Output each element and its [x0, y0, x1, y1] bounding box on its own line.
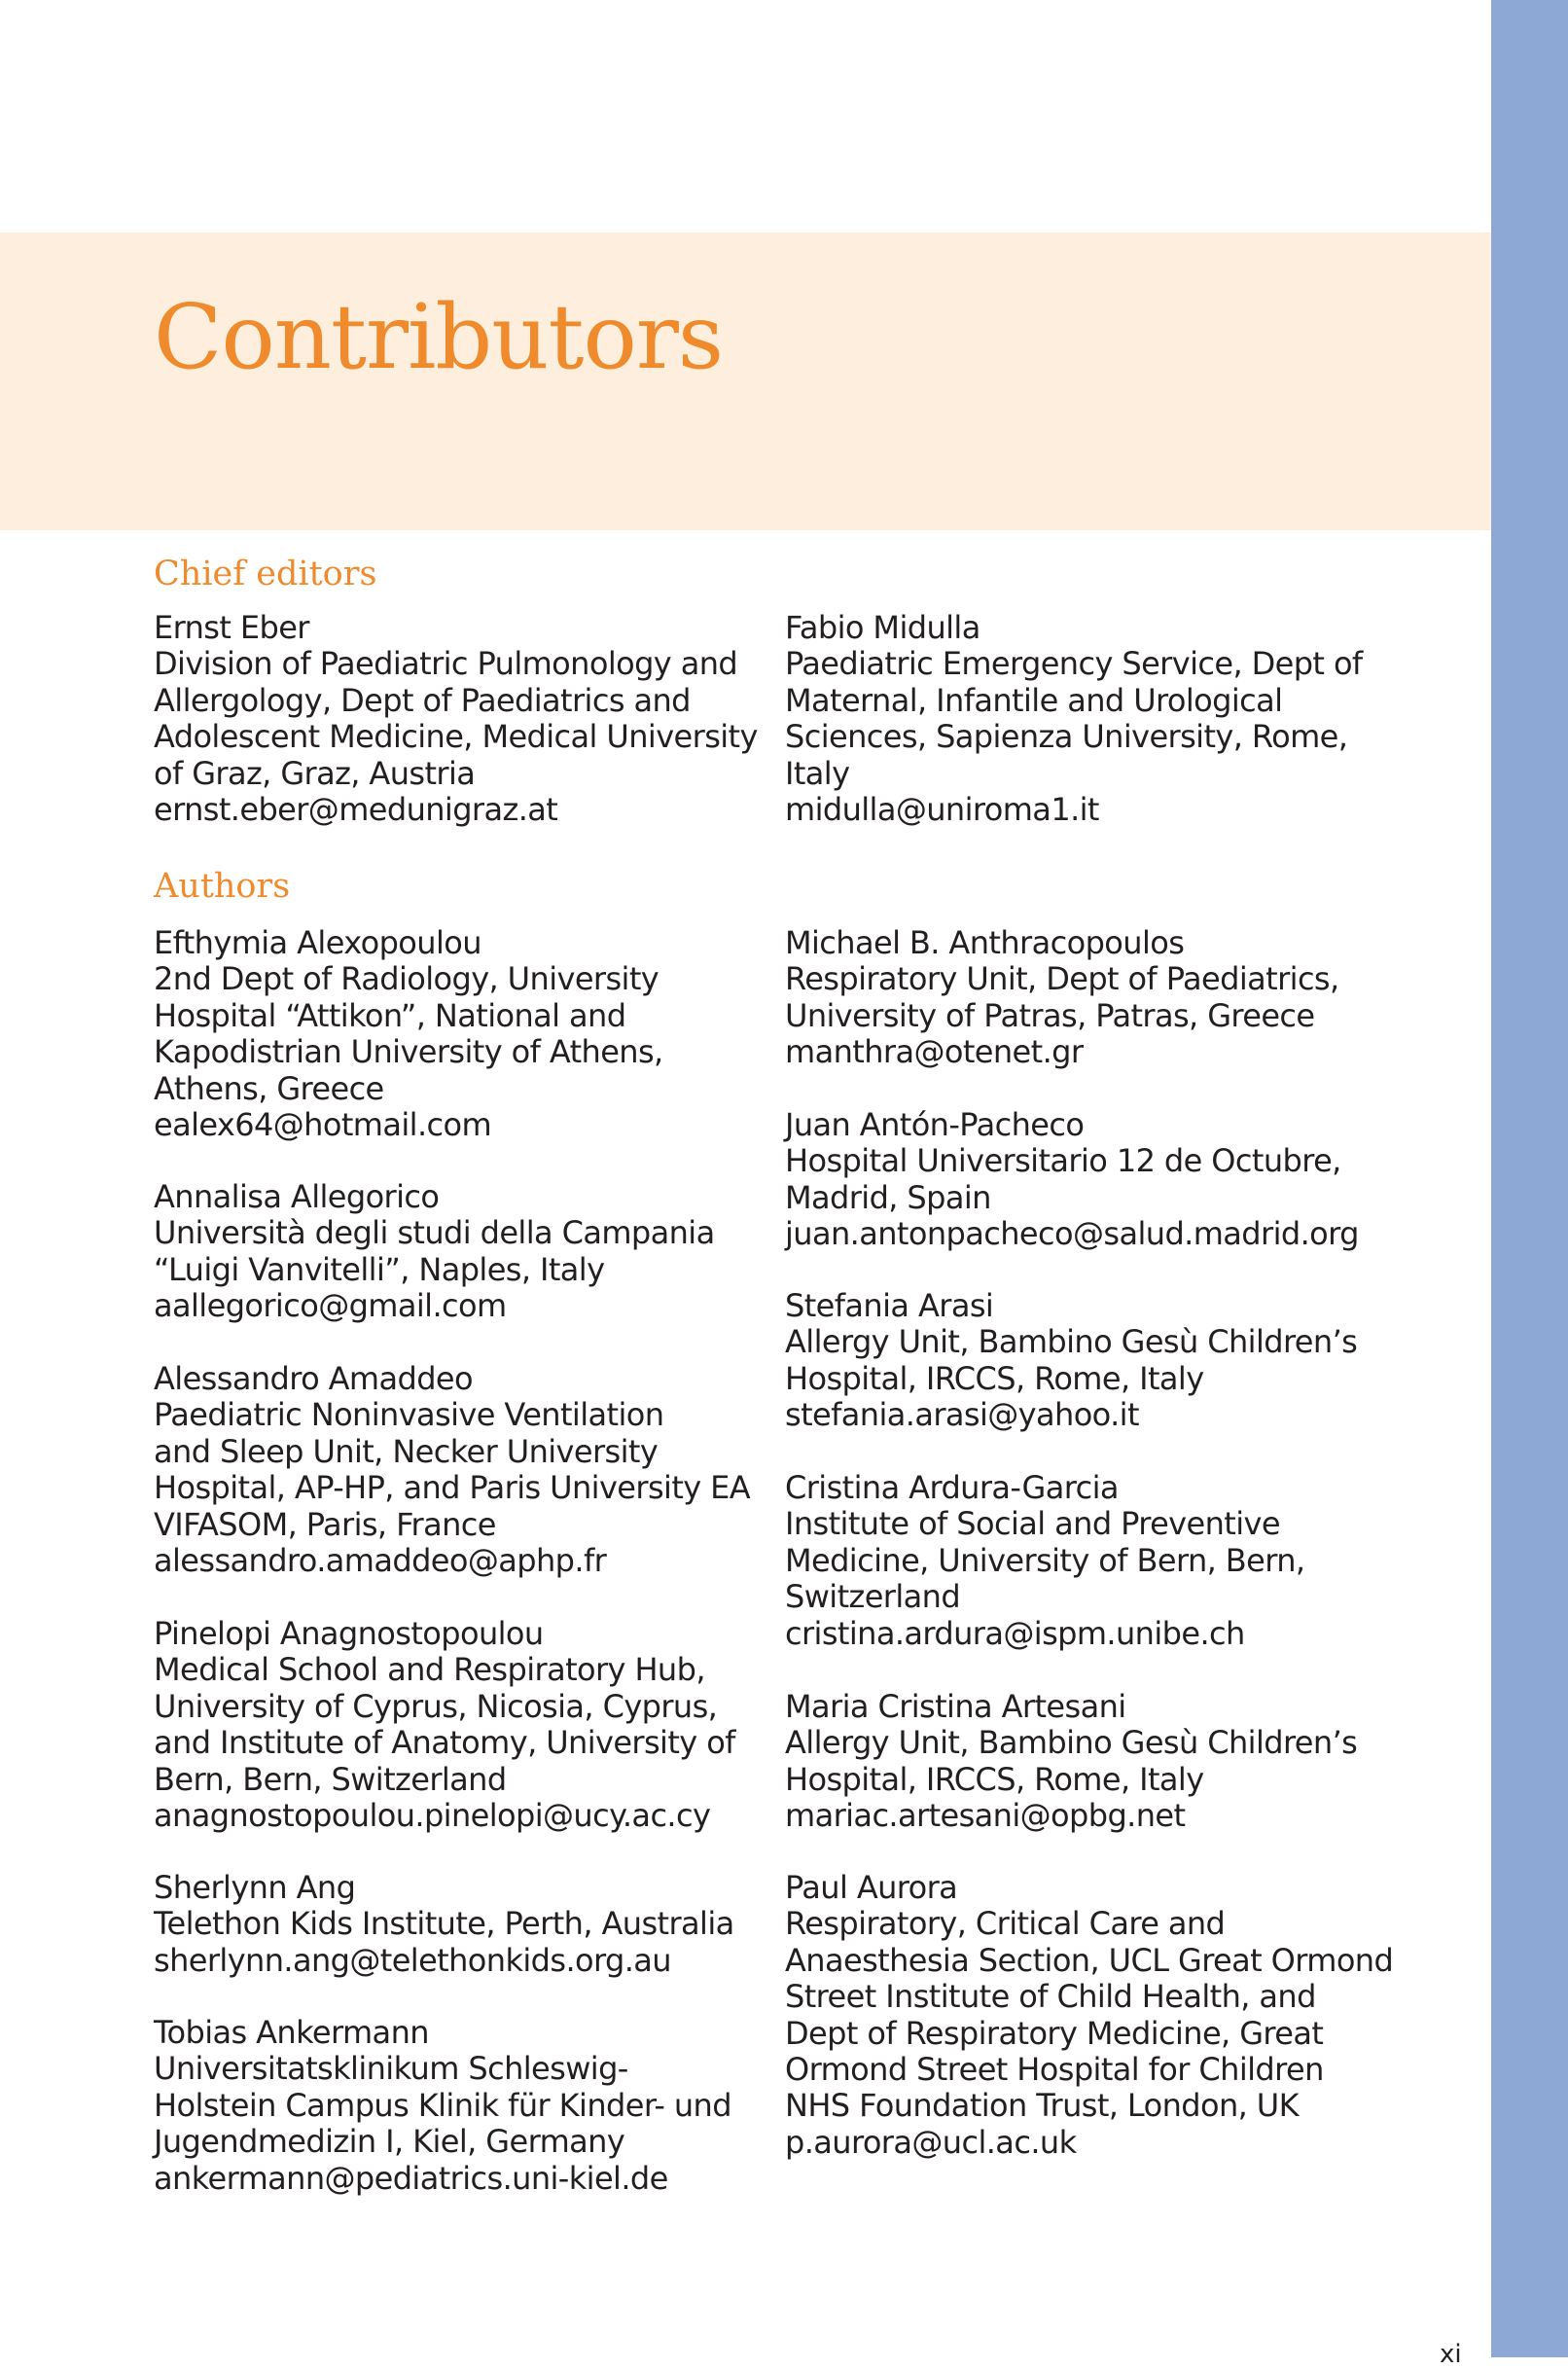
contributor-name: Fabio Midulla — [785, 609, 980, 646]
affiliation-line: Dept of Respiratory Medicine, Great — [785, 2014, 1324, 2052]
affiliation-line: Switzerland — [785, 1578, 961, 1616]
contributor-entry — [785, 1870, 1393, 2161]
affiliation-line: Sciences, Sapienza University, Rome, — [785, 718, 1348, 756]
contributor-name: Juan Antón-Pacheco — [785, 1106, 1085, 1143]
contributor-entry — [785, 925, 1339, 1071]
email-address: ealex64@hotmail.com — [154, 1106, 492, 1144]
affiliation-line: Hospital, IRCCS, Rome, Italy — [785, 1359, 1204, 1397]
contributor-name: Cristina Ardura-Garcia — [785, 1469, 1119, 1506]
contributor-name: Efthymia Alexopoulou — [154, 924, 481, 961]
affiliation-line: Jugendmedizin I, Kiel, Germany — [154, 2123, 625, 2161]
page-title: Contributors — [154, 285, 724, 389]
email-address: anagnostopoulou.pinelopi@ucy.ac.cy — [154, 1797, 711, 1835]
affiliation-line: Hospital, IRCCS, Rome, Italy — [785, 1760, 1204, 1798]
affiliation-line: Paediatric Emergency Service, Dept of — [785, 645, 1363, 683]
affiliation-line: Medicine, University of Bern, Bern, — [785, 1541, 1305, 1579]
affiliation-line: Telethon Kids Institute, Perth, Australia — [154, 1905, 734, 1943]
contributor-entry — [154, 1616, 735, 1834]
affiliation-line: VIFASOM, Paris, France — [154, 1505, 496, 1543]
affiliation-line: Division of Paediatric Pulmonology and — [154, 645, 738, 683]
contributor-name: Alessandro Amaddeo — [154, 1360, 473, 1397]
authors-heading: Authors — [154, 867, 291, 906]
affiliation-line: Medical School and Respiratory Hub, — [154, 1651, 705, 1689]
contributor-name: Annalisa Allegorico — [154, 1178, 440, 1215]
affiliation-line: Respiratory, Critical Care and — [785, 1905, 1226, 1943]
affiliation-line: Italy — [785, 754, 850, 792]
email-address: sherlynn.ang@telethonkids.org.au — [154, 1941, 671, 1979]
email-address: manthra@otenet.gr — [785, 1033, 1084, 1071]
affiliation-line: Hospital “Attikon”, National and — [154, 996, 626, 1034]
email-address: juan.antonpacheco@salud.madrid.org — [785, 1215, 1359, 1253]
affiliation-line: 2nd Dept of Radiology, University — [154, 960, 659, 998]
contributor-name: Maria Cristina Artesani — [785, 1688, 1126, 1725]
page-number: xi — [1440, 2340, 1462, 2369]
contributor-name: Tobias Ankermann — [154, 2014, 429, 2051]
affiliation-line: NHS Foundation Trust, London, UK — [785, 2087, 1299, 2125]
side-color-bar — [1491, 0, 1568, 2357]
email-address: cristina.ardura@ispm.unibe.ch — [785, 1614, 1245, 1652]
affiliation-line: Ormond Street Hospital for Children — [785, 2051, 1324, 2089]
affiliation-line: Università degli studi della Campania — [154, 1214, 715, 1252]
affiliation-line: “Luigi Vanvitelli”, Naples, Italy — [154, 1250, 605, 1288]
contributor-name: Paul Aurora — [785, 1869, 958, 1906]
affiliation-line: Maternal, Infantile and Urological — [785, 681, 1283, 719]
contributor-name: Stefania Arasi — [785, 1287, 994, 1324]
affiliation-line: Anaesthesia Section, UCL Great Ormond — [785, 1941, 1394, 1979]
affiliation-line: Hospital Universitario 12 de Octubre, — [785, 1142, 1341, 1180]
affiliation-line: Adolescent Medicine, Medical University — [154, 718, 758, 756]
contributor-entry — [785, 1107, 1359, 1253]
contributor-name: Sherlynn Ang — [154, 1869, 356, 1906]
affiliation-line: Institute of Social and Preventive — [785, 1505, 1280, 1543]
affiliation-line: University of Cyprus, Nicosia, Cyprus, — [154, 1687, 718, 1725]
affiliation-line: of Graz, Graz, Austria — [154, 754, 476, 792]
affiliation-line: Hospital, AP-HP, and Paris University EA — [154, 1469, 751, 1507]
contributor-entry — [154, 2015, 731, 2197]
affiliation-line: Allergology, Dept of Paediatrics and — [154, 681, 691, 719]
contributor-entry — [154, 1179, 715, 1325]
email-address: p.aurora@ucl.ac.uk — [785, 2123, 1077, 2161]
email-address: ankermann@pediatrics.uni-kiel.de — [154, 2159, 668, 2197]
contributor-entry — [154, 1361, 750, 1579]
chief-editors-heading: Chief editors — [154, 555, 377, 593]
affiliation-line: Allergy Unit, Bambino Gesù Children’s — [785, 1323, 1358, 1361]
contributor-entry — [154, 610, 758, 828]
email-address: midulla@uniroma1.it — [785, 791, 1099, 829]
affiliation-line: Bern, Bern, Switzerland — [154, 1760, 507, 1798]
contributor-entry — [785, 1689, 1357, 1835]
email-address: mariac.artesani@opbg.net — [785, 1797, 1186, 1835]
affiliation-line: and Institute of Anatomy, University of — [154, 1724, 735, 1762]
contributor-entry — [154, 925, 663, 1143]
affiliation-line: Kapodistrian University of Athens, — [154, 1033, 663, 1071]
contributor-entry — [785, 1288, 1357, 1434]
contributor-name: Michael B. Anthracopoulos — [785, 924, 1185, 961]
contributor-name: Ernst Eber — [154, 609, 309, 646]
affiliation-line: Paediatric Noninvasive Ventilation — [154, 1396, 664, 1434]
email-address: alessandro.amaddeo@aphp.fr — [154, 1542, 607, 1580]
affiliation-line: Madrid, Spain — [785, 1178, 991, 1216]
email-address: aallegorico@gmail.com — [154, 1287, 507, 1325]
email-address: ernst.eber@medunigraz.at — [154, 791, 558, 829]
contributor-entry — [154, 1870, 734, 1979]
affiliation-line: Holstein Campus Klinik für Kinder- und — [154, 2086, 731, 2124]
affiliation-line: Universitatsklinikum Schleswig- — [154, 2050, 628, 2088]
affiliation-line: Street Institute of Child Health, and — [785, 1978, 1316, 2016]
contributor-name: Pinelopi Anagnostopoulou — [154, 1615, 544, 1652]
affiliation-line: University of Patras, Patras, Greece — [785, 996, 1315, 1034]
email-address: stefania.arasi@yahoo.it — [785, 1396, 1139, 1434]
affiliation-line: Allergy Unit, Bambino Gesù Children’s — [785, 1724, 1358, 1762]
affiliation-line: Athens, Greece — [154, 1069, 384, 1107]
contributor-entry — [785, 1470, 1304, 1652]
affiliation-line: and Sleep Unit, Necker University — [154, 1432, 659, 1470]
contributor-entry — [785, 610, 1363, 828]
affiliation-line: Respiratory Unit, Dept of Paediatrics, — [785, 960, 1339, 998]
